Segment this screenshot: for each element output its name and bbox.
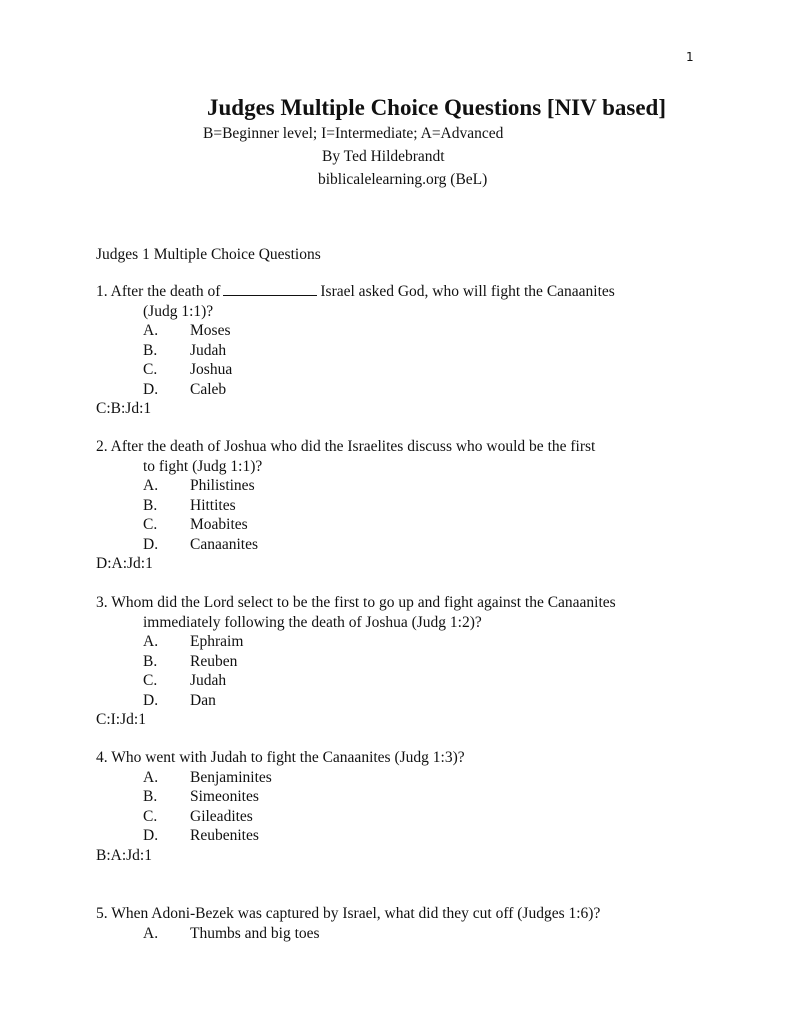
option-letter: B. [143,341,158,359]
answer-option [96,671,736,691]
option-letter: A. [143,768,159,786]
level-legend: B=Beginner level; I=Intermediate; A=Advanced [203,125,504,142]
answer-option [96,380,736,400]
option-text: Canaanites [190,535,259,553]
author: By Ted Hildebrandt [322,148,445,165]
option-text: Reuben [190,652,238,670]
option-text: Gileadites [190,807,253,825]
option-letter: A. [143,924,159,942]
question-3 [96,593,736,730]
option-text: Moabites [190,516,248,533]
answer-key: B:A:Jd:1 [96,846,152,864]
option-letter: C. [143,672,158,689]
question-text-part: 1. After the death of [96,283,221,300]
website: biblicalelearning.org (BeL) [318,171,488,188]
question-text [96,282,736,302]
answer-option [96,341,736,361]
option-text: Moses [190,322,231,339]
option-letter: D. [143,827,159,844]
answer-key: C:B:Jd:1 [96,400,152,417]
option-text: Benjaminites [190,768,272,786]
option-text: Ephraim [190,633,244,650]
question-text-continued: to fight (Judg 1:1)? [143,457,263,475]
answer-key: C:I:Jd:1 [96,711,146,728]
answer-option [96,321,736,341]
option-letter: A. [143,322,159,339]
option-letter: C. [143,361,158,378]
answer-option [96,768,736,788]
answer-option [96,515,736,535]
answer-option [96,476,736,496]
option-text: Dan [190,691,216,709]
option-letter: A. [143,477,159,494]
option-text: Hittites [190,496,236,514]
option-text: Simeonites [190,788,259,805]
option-letter: B. [143,652,158,670]
page-title: Judges Multiple Choice Questions [NIV based] [207,95,666,120]
question-4 [96,748,736,865]
option-letter: B. [143,496,158,514]
option-text: Reubenites [190,827,259,844]
question-text-continued: (Judg 1:1)? [143,302,214,320]
option-letter: D. [143,691,159,709]
option-text: Caleb [190,380,227,398]
option-letter: D. [143,535,159,553]
question-text: 5. When Adoni-Bezek was captured by Israel, what did they cut off (Judges 1:6)? [96,905,601,922]
answer-option [96,632,736,652]
option-text: Joshua [190,361,233,378]
answer-key: D:A:Jd:1 [96,555,153,572]
option-letter: C. [143,516,158,533]
option-text: Judah [190,341,227,359]
answer-option [96,924,736,944]
answer-option [96,826,736,846]
answer-option [96,807,736,827]
question-text-part: Israel asked God, who will fight the Canaanites [320,283,615,300]
option-text: Judah [190,672,227,689]
question-1 [96,282,736,419]
option-letter: C. [143,807,158,825]
question-text-continued: immediately following the death of Joshua (Judg 1:2)? [143,613,482,631]
question-text: 2. After the death of Joshua who did the Israelites discuss who would be the first [96,438,596,455]
answer-option [96,691,736,711]
answer-option [96,360,736,380]
option-letter: A. [143,633,159,650]
option-text: Philistines [190,477,255,494]
question-5 [96,904,736,943]
section-heading: Judges 1 Multiple Choice Questions [96,246,321,263]
fill-in-blank [223,283,317,296]
answer-option [96,535,736,555]
question-text: 3. Whom did the Lord select to be the first to go up and fight against the Canaanites [96,594,616,611]
option-letter: B. [143,788,158,805]
answer-option [96,652,736,672]
answer-option [96,787,736,807]
answer-option [96,496,736,516]
page-number: 1 [686,50,694,64]
option-text: Thumbs and big toes [190,924,320,942]
question-2 [96,437,736,574]
option-letter: D. [143,380,159,398]
question-text: 4. Who went with Judah to fight the Canaanites (Judg 1:3)? [96,749,465,766]
